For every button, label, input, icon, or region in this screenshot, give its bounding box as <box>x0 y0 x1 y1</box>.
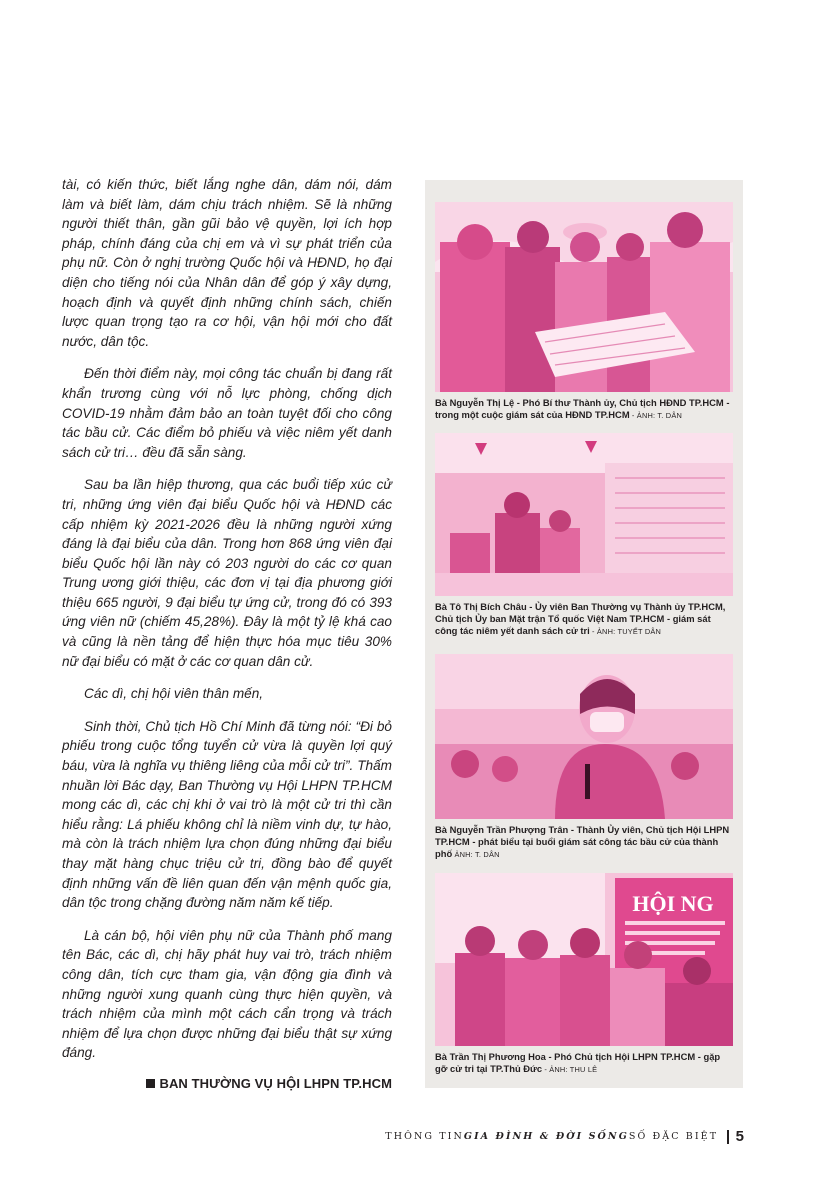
photo-credit: ẢNH: T. DÂN <box>452 850 500 860</box>
footer-publication: THÔNG TIN <box>385 1131 464 1142</box>
photo-sidebar <box>425 180 743 1088</box>
article-body <box>62 175 392 1091</box>
photo-block-3 <box>435 654 733 862</box>
footer-issue: SỐ ĐẶC BIỆT <box>628 1131 719 1142</box>
photo-caption <box>435 824 733 862</box>
article-paragraph: Các dì, chị hội viên thân mến, <box>84 686 264 702</box>
page-number: 5 <box>735 1128 744 1145</box>
caption-text: Bà Trần Thị Phương Hoa - Phó Chủ tịch Hội LHPN TP.HCM - gặp gỡ cử tri tại TP.Thủ Đức <box>435 1051 721 1075</box>
photo-block-1 <box>435 202 733 422</box>
photo-credit: - ẢNH: T. DÂN <box>629 411 682 421</box>
article-paragraph: Sau ba lần hiệp thương, qua các buổi tiếp xúc cử tri, những ứng viên đại biểu Quốc hội và HĐND các cấp nhiệm kỳ 2021-2026 đều là những người xứng đáng là đại biểu của dân. Trong hơn 868 ứng viên đại biểu Quốc hội lần này có 203 người do các cơ quan Trung ương giới thiệu, các đơn vị tại địa phương giới thiệu 665 người, 9 đại biểu tự ứng cử, trong đó có 393 ứng viên nữ (chiếm 45,28%). Đây là một tỷ lệ khá cao và cũng là nền tảng để hiện thực hóa mục tiêu 30% nữ đại biểu có mặt ở các cơ quan dân cử. <box>62 477 392 669</box>
caption-text: Bà Tô Thị Bích Châu - Ủy viên Ban Thường vụ Thành ủy TP.HCM, Chủ tịch Ủy ban Mặt trận Tổ quốc Việt Nam TP.HCM - giám sát công tác niêm yết danh sách cử tri <box>435 601 726 637</box>
page-footer <box>385 1128 744 1145</box>
caption-text: Bà Nguyễn Trần Phượng Trân - Thành Ủy viên, Chủ tịch Hội LHPN TP.HCM - phát biểu tại buổi giám sát công tác bầu cử của thành phố <box>435 824 730 860</box>
photo-caption <box>435 397 733 422</box>
photo-block-4 <box>435 873 733 1076</box>
photo-block-2 <box>435 433 733 639</box>
signature-text: BAN THƯỜNG VỤ HỘI LHPN TP.HCM <box>159 1075 392 1091</box>
photo-caption <box>435 1051 733 1076</box>
article-paragraph: tài, có kiến thức, biết lắng nghe dân, dám nói, dám làm và biết làm, dám chịu trách nhiệm. Sẽ là những người thiết thân, gần gũi bảo vệ quyền, lợi ích hợp pháp, chính đáng của chị em và vì sự phát triển của phụ nữ. Còn ở nghị trường Quốc hội và HĐND, họ đại diện cho tiếng nói của Nhân dân để góp ý xây dựng, hoạch định và quyết định những chính sách, chiến lược quan trọng tạo ra cơ hội, vận hội mới cho đất nước, dân tộc. <box>62 177 392 349</box>
article-paragraph: Là cán bộ, hội viên phụ nữ của Thành phố mang tên Bác, các dì, chị hãy phát huy vai trò, trách nhiệm công dân, tích cực tham gia, vận động gia đình và những người xung quanh cùng thực hiện quyền, và trách nhiệm của mình một cách cẩn trọng và trách nhiệm để lựa chọn được những đại biểu thật sự xứng đáng. <box>62 927 392 1061</box>
photo-speech <box>435 654 733 819</box>
photo-voter-meeting <box>435 873 733 1046</box>
photo-credit: - ẢNH: TUYẾT DÂN <box>589 627 662 637</box>
footer-publication-name: GIA ĐÌNH & ĐỜI SỐNG <box>463 1131 629 1142</box>
banner-text: HỘI NG <box>632 891 714 916</box>
photo-credit: - ẢNH: THU LÊ <box>542 1065 598 1075</box>
article-paragraph: Đến thời điểm này, mọi công tác chuẩn bị đang rất khẩn trương cùng với nỗ lực phòng, chống dịch COVID-19 nhằm đảm bảo an toàn tuyệt đối cho công tác bầu cử. Các điểm bỏ phiếu và việc niêm yết danh sách cử tri… đều đã sẵn sàng. <box>62 366 392 460</box>
photo-inspection <box>435 202 733 392</box>
article-paragraph: Sinh thời, Chủ tịch Hồ Chí Minh đã từng nói: “Đi bỏ phiếu trong cuộc tổng tuyển cử vừa là quyền lợi quý báu, vừa là nghĩa vụ thiêng liêng của mỗi cử tri”. Thấm nhuần lời Bác dạy, Ban Thường vụ Hội LHPN TP.HCM mong các dì, các chị khi ở vai trò là một cử tri thì cần hiểu rằng: Lá phiếu không chỉ là niềm vinh dự, tự hào, mà còn là trách nhiệm lựa chọn đúng những đại biểu thay mặt hàng chục triệu cử tri, đồng bào để quyết định những vấn đề liên quan đến vận mệnh quốc gia, dân tộc trong chặng đường năm năm kế tiếp. <box>62 718 392 911</box>
bullet-square-icon <box>146 1079 155 1088</box>
photo-list-posting <box>435 433 733 596</box>
caption-text: Bà Nguyễn Thị Lệ - Phó Bí thư Thành ủy, Chủ tịch HĐND TP.HCM - trong một cuộc giám sát của HĐND TP.HCM <box>435 397 730 421</box>
article-signature <box>62 1076 392 1091</box>
footer-divider <box>727 1130 729 1144</box>
photo-caption <box>435 601 733 639</box>
